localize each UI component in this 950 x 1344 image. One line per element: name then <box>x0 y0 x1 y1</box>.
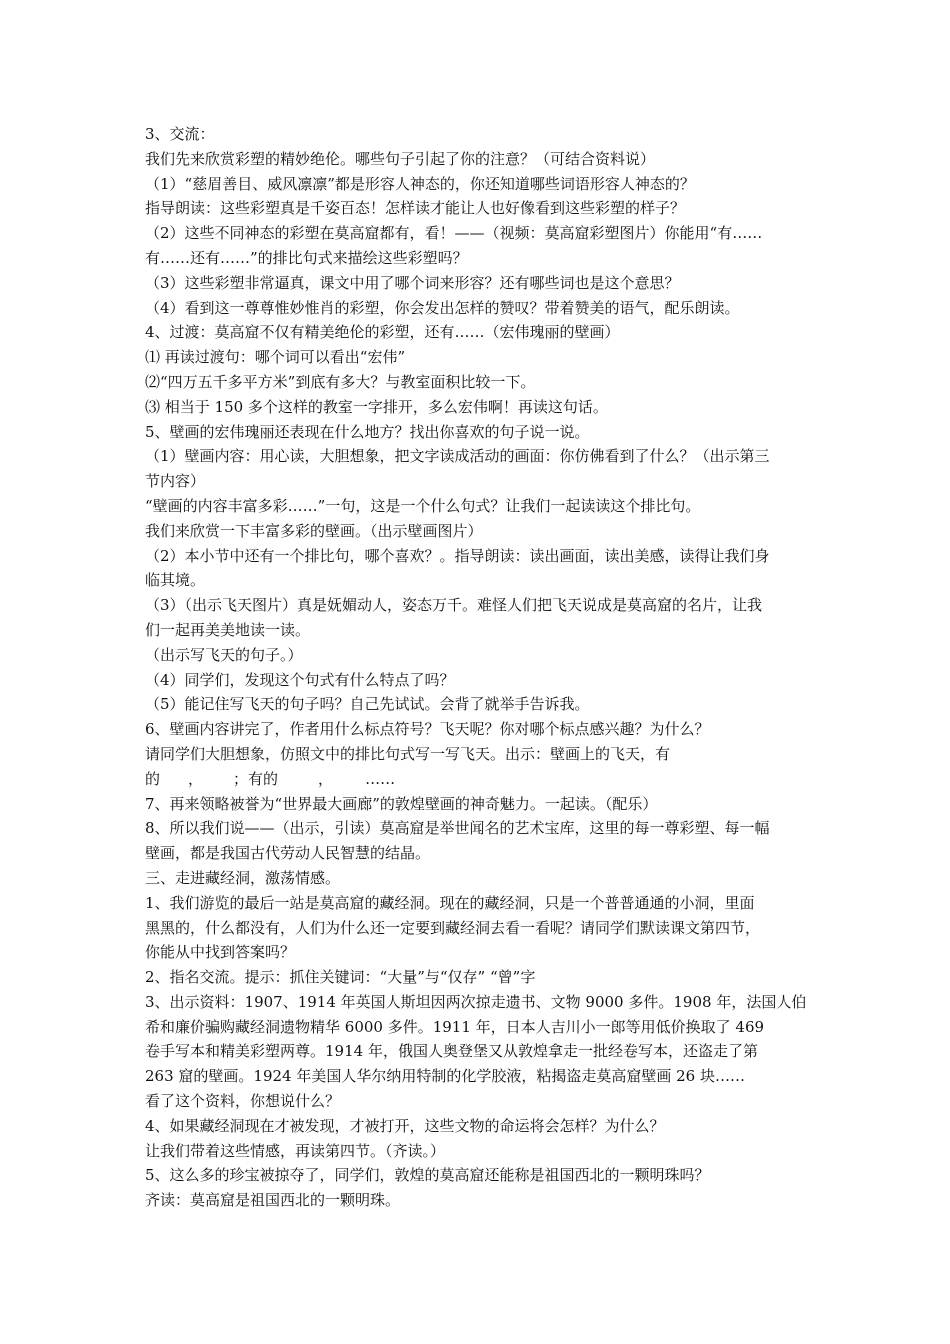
text-line: 5、壁画的宏伟瑰丽还表现在什么地方？找出你喜欢的句子说一说。 <box>145 422 590 441</box>
text-line: ⑵“四万五千多平方米”到底有多大？与教室面积比较一下。 <box>145 372 536 391</box>
text-line: （4）同学们，发现这个句式有什么特点了吗？ <box>145 670 455 689</box>
text-line: 263 窟的壁画。1924 年美国人华尔纳用特制的化学胶液，粘揭盗走莫高窟壁画 26 块…… <box>145 1067 745 1086</box>
text-line: 你能从中找到答案吗？ <box>145 943 296 962</box>
section-heading: 三、走进藏经洞，激荡情感。 <box>145 868 341 887</box>
text-line: 6、壁画内容讲完了，作者用什么标点符号？飞天呢？你对哪个标点感兴趣？为什么？ <box>145 720 710 739</box>
text-line: 节内容） <box>145 472 206 491</box>
text-line: 看了这个资料，你想说什么？ <box>145 1092 341 1111</box>
text-line: 指导朗读：这些彩塑真是千姿百态！怎样读才能让人也好像看到这些彩塑的样子？ <box>145 199 686 218</box>
text-line: （3）这些彩塑非常逼真，课文中用了哪个词来形容？还有哪些词也是这个意思？ <box>145 273 680 292</box>
text-line: 请同学们大胆想象，仿照文中的排比句式写一写飞天。出示：壁画上的飞天，有 <box>145 744 671 763</box>
text-line: 1、我们游览的最后一站是莫高窟的藏经洞。现在的藏经洞，只是一个普普通通的小洞，里面 <box>145 893 755 912</box>
text-line: 临其境。 <box>145 571 206 590</box>
text-line: 卷手写本和精美彩塑两尊。1914 年，俄国人奥登堡又从敦煌拿走一批经卷写本，还盗走了第 <box>145 1042 758 1061</box>
fill-text: 的 <box>145 769 161 788</box>
text-line: 7、再来领略被誉为“世界最大画廊”的敦煌壁画的神奇魅力。一起读。（配乐） <box>145 794 658 813</box>
text-line: “壁画的内容丰富多彩……”一句，这是一个什么句式？让我们一起读读这个排比句。 <box>145 496 701 515</box>
text-line: （1）“慈眉善目、威风凛凛”都是形容人神态的，你还知道哪些词语形容人神态的？ <box>145 174 695 193</box>
text-line: 我们来欣赏一下丰富多彩的壁画。（出示壁画图片） <box>145 521 483 540</box>
text-line: 们一起再美美地读一读。 <box>145 620 311 639</box>
fill-text: …… <box>365 769 396 788</box>
text-line: （5）能记住写飞天的句子吗？自己先试试。会背了就举手告诉我。 <box>145 695 590 714</box>
text-line: （1）壁画内容：用心读，大胆想象，把文字读成活动的画面：你仿佛看到了什么？（出示第三 <box>145 447 770 466</box>
text-line: 黑黑的，什么都没有，人们为什么还一定要到藏经洞去看一看呢？请同学们默读课文第四节， <box>145 918 761 937</box>
fill-text: ， <box>318 769 334 788</box>
text-line: 2、指名交流。提示：抓住关键词：“大量”与“仅存” “曾”字 <box>145 968 536 987</box>
text-line: 齐读：莫高窟是祖国西北的一颗明珠。 <box>145 1191 401 1210</box>
fill-text: ；有的 <box>233 769 279 788</box>
text-line: （2）这些不同神态的彩塑在莫高窟都有，看！——（视频：莫高窟彩塑图片）你能用“有…… <box>145 224 763 243</box>
text-line: （出示写飞天的句子。） <box>145 645 303 664</box>
text-line: 壁画，都是我国古代劳动人民智慧的结晶。 <box>145 844 431 863</box>
document-body <box>145 122 815 1213</box>
text-line: 希和廉价骗购藏经洞遗物精华 6000 多件。1911 年，日本人吉川小一郎等用低价换取了 469 <box>145 1017 765 1036</box>
text-line: 3、出示资料：1907、1914 年英国人斯坦因两次掠走遗书、文物 9000 多件。1908 年，法国人伯 <box>145 992 807 1011</box>
text-line: ⑶ 相当于 150 多个这样的教室一字排开，多么宏伟啊！再读这句话。 <box>145 397 608 416</box>
text-line: 3、交流： <box>145 125 215 143</box>
text-line: 5、这么多的珍宝被掠夺了，同学们，敦煌的莫高窟还能称是祖国西北的一颗明珠吗？ <box>145 1166 710 1185</box>
text-line: 我们先来欣赏彩塑的精妙绝伦。哪些句子引起了你的注意？（可结合资料说） <box>145 149 656 168</box>
text-line: ⑴ 再读过渡句：哪个词可以看出“宏伟” <box>145 348 406 367</box>
text-line: （4）看到这一尊尊惟妙惟肖的彩塑，你会发出怎样的赞叹？带着赞美的语气，配乐朗读。 <box>145 298 740 317</box>
text-line: 4、过渡：莫高窟不仅有精美绝伦的彩塑，还有……（宏伟瑰丽的壁画） <box>145 323 620 342</box>
text-line: （3）（出示飞天图片）真是妩媚动人，姿态万千。难怪人们把飞天说成是莫高窟的名片，让我 <box>145 596 763 615</box>
text-line: （2）本小节中还有一个排比句，哪个喜欢？。指导朗读：读出画面，读出美感，读得让我们身 <box>145 546 770 565</box>
fill-text: ， <box>188 769 204 788</box>
text-line: 让我们带着这些情感，再读第四节。（齐读。） <box>145 1141 446 1160</box>
text-line: 有……还有……”的排比句式来描绘这些彩塑吗？ <box>145 248 468 267</box>
text-line: 8、所以我们说——（出示，引读）莫高窟是举世闻名的艺术宝库，这里的每一尊彩塑、每一幅 <box>145 819 770 838</box>
fill-in-blank-line <box>145 767 815 792</box>
text-line: 4、如果藏经洞现在才被发现，才被打开，这些文物的命运将会怎样？为什么？ <box>145 1116 665 1135</box>
